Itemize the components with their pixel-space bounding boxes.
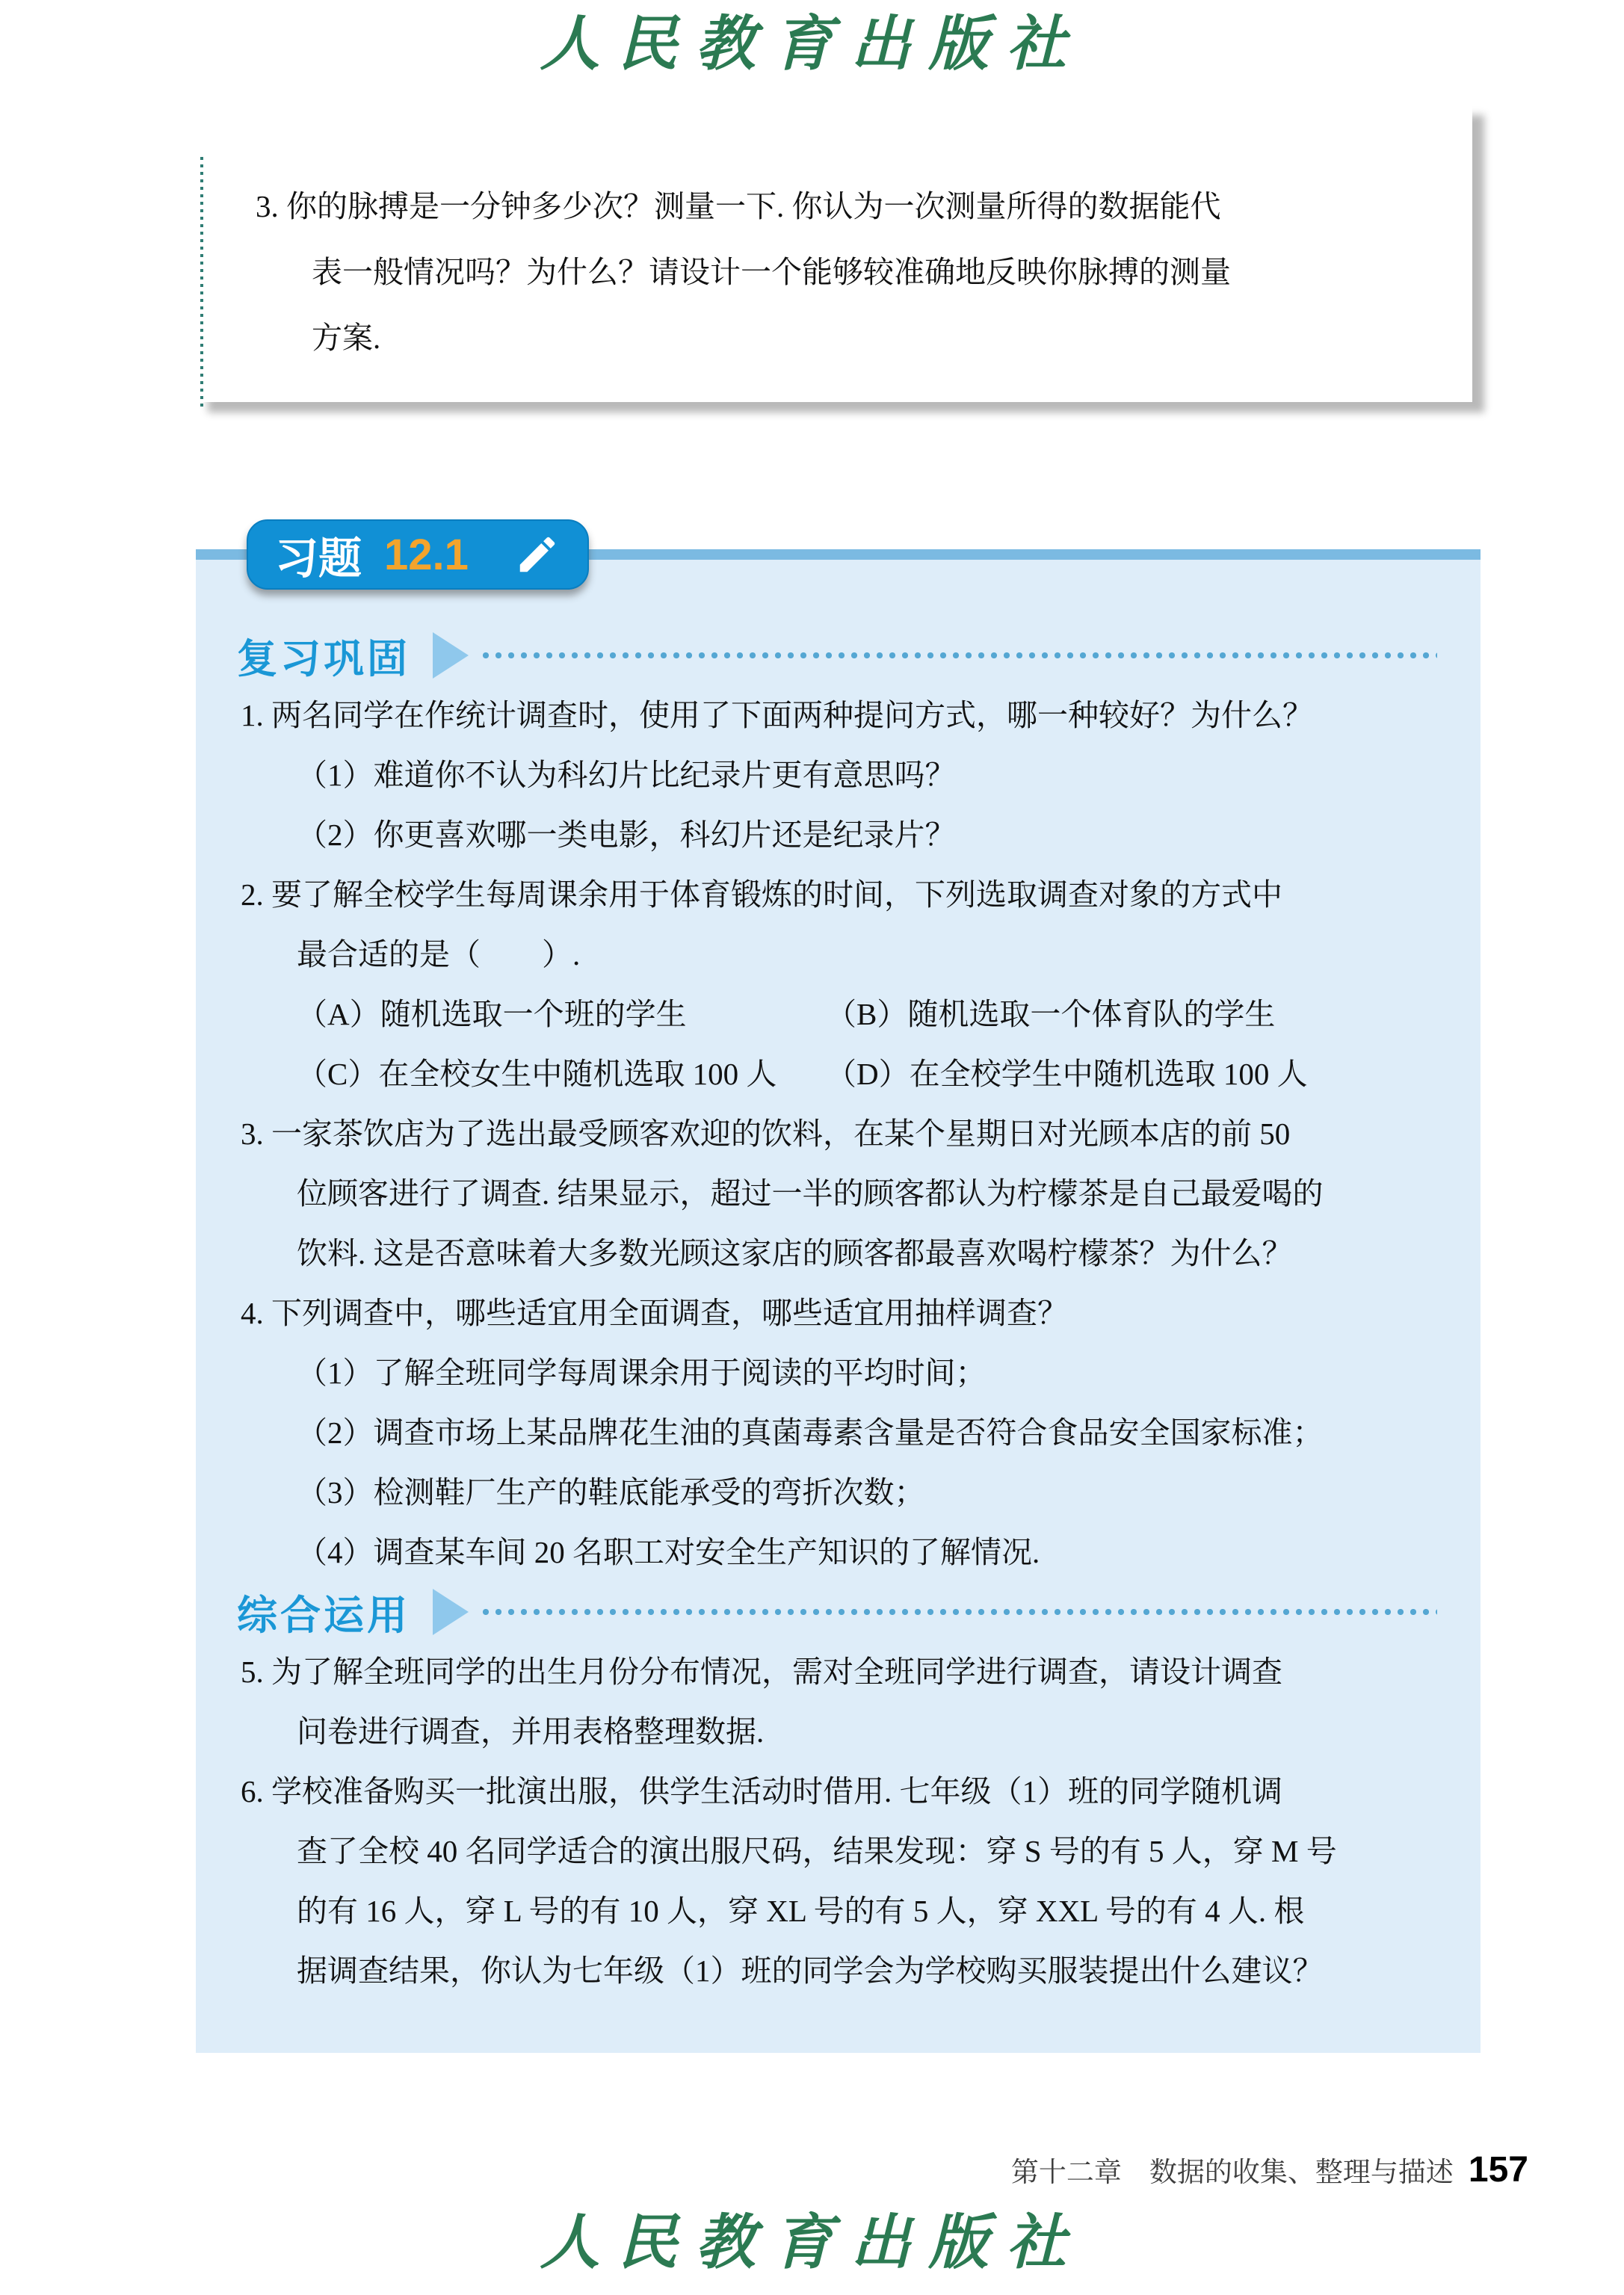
- carryover-line: 表一般情况吗？为什么？请设计一个能够较准确地反映你脉搏的测量: [312, 255, 1231, 289]
- question-line: 4. 下列调查中，哪些适宜用全面调查，哪些适宜用抽样调查？: [241, 1296, 1068, 1330]
- question-line: （2）你更喜欢哪一类电影，科幻片还是纪录片？: [297, 818, 956, 852]
- question-line: 的有 16 人，穿 L 号的有 10 人，穿 XL 号的有 5 人，穿 XXL 号的有 4 人. 根: [297, 1894, 1305, 1928]
- option-a: （A）随机选取一个班的学生: [297, 997, 687, 1031]
- question-line: （3）检测鞋厂生产的鞋底能承受的弯折次数；: [297, 1475, 925, 1510]
- question-line: （1）了解全班同学每周课余用于阅读的平均时间；: [297, 1356, 987, 1390]
- question-line: 3. 一家茶饮店为了选出最受顾客欢迎的饮料，在某个星期日对光顾本店的前 50: [241, 1116, 1291, 1151]
- option-b: （B）随机选取一个体育队的学生: [826, 997, 1276, 1031]
- question-line: 最合适的是（ ）.: [297, 937, 581, 972]
- page-footer: [1011, 2149, 1528, 2190]
- question-line: 据调查结果，你认为七年级（1）班的同学会为学校购买服装提出什么建议？: [297, 1953, 1324, 1988]
- chapter-label: 第十二章 数据的收集、整理与描述: [1010, 2157, 1454, 2188]
- question-line: （1）难道你不认为科幻片比纪录片更有意思吗？: [297, 758, 956, 792]
- arrow-right-icon: [433, 1589, 469, 1635]
- exercise-badge-title: 习题: [275, 534, 362, 583]
- carryover-line: 方案.: [312, 321, 381, 355]
- question-line: 位顾客进行了调查. 结果显示，超过一半的顾客都认为柠檬茶是自己最爱喝的: [297, 1176, 1324, 1211]
- section-header-review: [196, 626, 1481, 685]
- option-d: （D）在全校学生中随机选取 100 人: [826, 1057, 1308, 1091]
- exercise-badge: [247, 519, 589, 590]
- section-header-apply: [196, 1582, 1481, 1642]
- arrow-right-icon: [433, 632, 469, 679]
- question-line: 1. 两名同学在作统计调查时，使用了下面两种提问方式，哪一种较好？为什么？: [241, 698, 1313, 732]
- section-title: 复习巩固: [237, 636, 410, 682]
- dotted-rule: [482, 1608, 1437, 1616]
- question-line: （2）调查市场上某品牌花生油的真菌毒素含量是否符合食品安全国家标准；: [297, 1415, 1324, 1450]
- question-line: 问卷进行调查，并用表格整理数据.: [297, 1714, 765, 1749]
- publisher-logo-top: 人民教育出版社: [540, 8, 1084, 78]
- page-number: 157: [1468, 2150, 1528, 2190]
- carryover-question-box: [196, 105, 1472, 402]
- section-title: 综合运用: [237, 1593, 410, 1638]
- dotted-rule: [482, 652, 1437, 659]
- question-line: 查了全校 40 名同学适合的演出服尺码，结果发现：穿 S 号的有 5 人，穿 M 号: [297, 1834, 1337, 1868]
- publisher-logo-bottom: 人民教育出版社: [540, 2207, 1084, 2277]
- question-line: （4）调查某车间 20 名职工对安全生产知识的了解情况.: [297, 1535, 1040, 1569]
- question-line: 6. 学校准备购买一批演出服，供学生活动时借用. 七年级（1）班的同学随机调: [241, 1774, 1282, 1808]
- option-c: （C）在全校女生中随机选取 100 人: [297, 1057, 777, 1091]
- carryover-line: 3. 你的脉搏是一分钟多少次？测量一下. 你认为一次测量所得的数据能代: [256, 189, 1221, 223]
- left-dotted-border: [200, 157, 203, 407]
- exercise-panel: [196, 560, 1481, 2053]
- question-line: 5. 为了解全班同学的出生月份分布情况，需对全班同学进行调查，请设计调查: [241, 1655, 1282, 1689]
- option-row: [196, 1044, 1481, 1104]
- exercise-badge-number: 12.1: [384, 530, 469, 579]
- question-line: 饮料. 这是否意味着大多数光顾这家店的顾客都最喜欢喝柠檬茶？为什么？: [297, 1236, 1293, 1270]
- pencil-icon: [514, 531, 561, 578]
- option-row: [196, 984, 1481, 1044]
- question-line: 2. 要了解全校学生每周课余用于体育锻炼的时间，下列选取调查对象的方式中: [241, 877, 1282, 912]
